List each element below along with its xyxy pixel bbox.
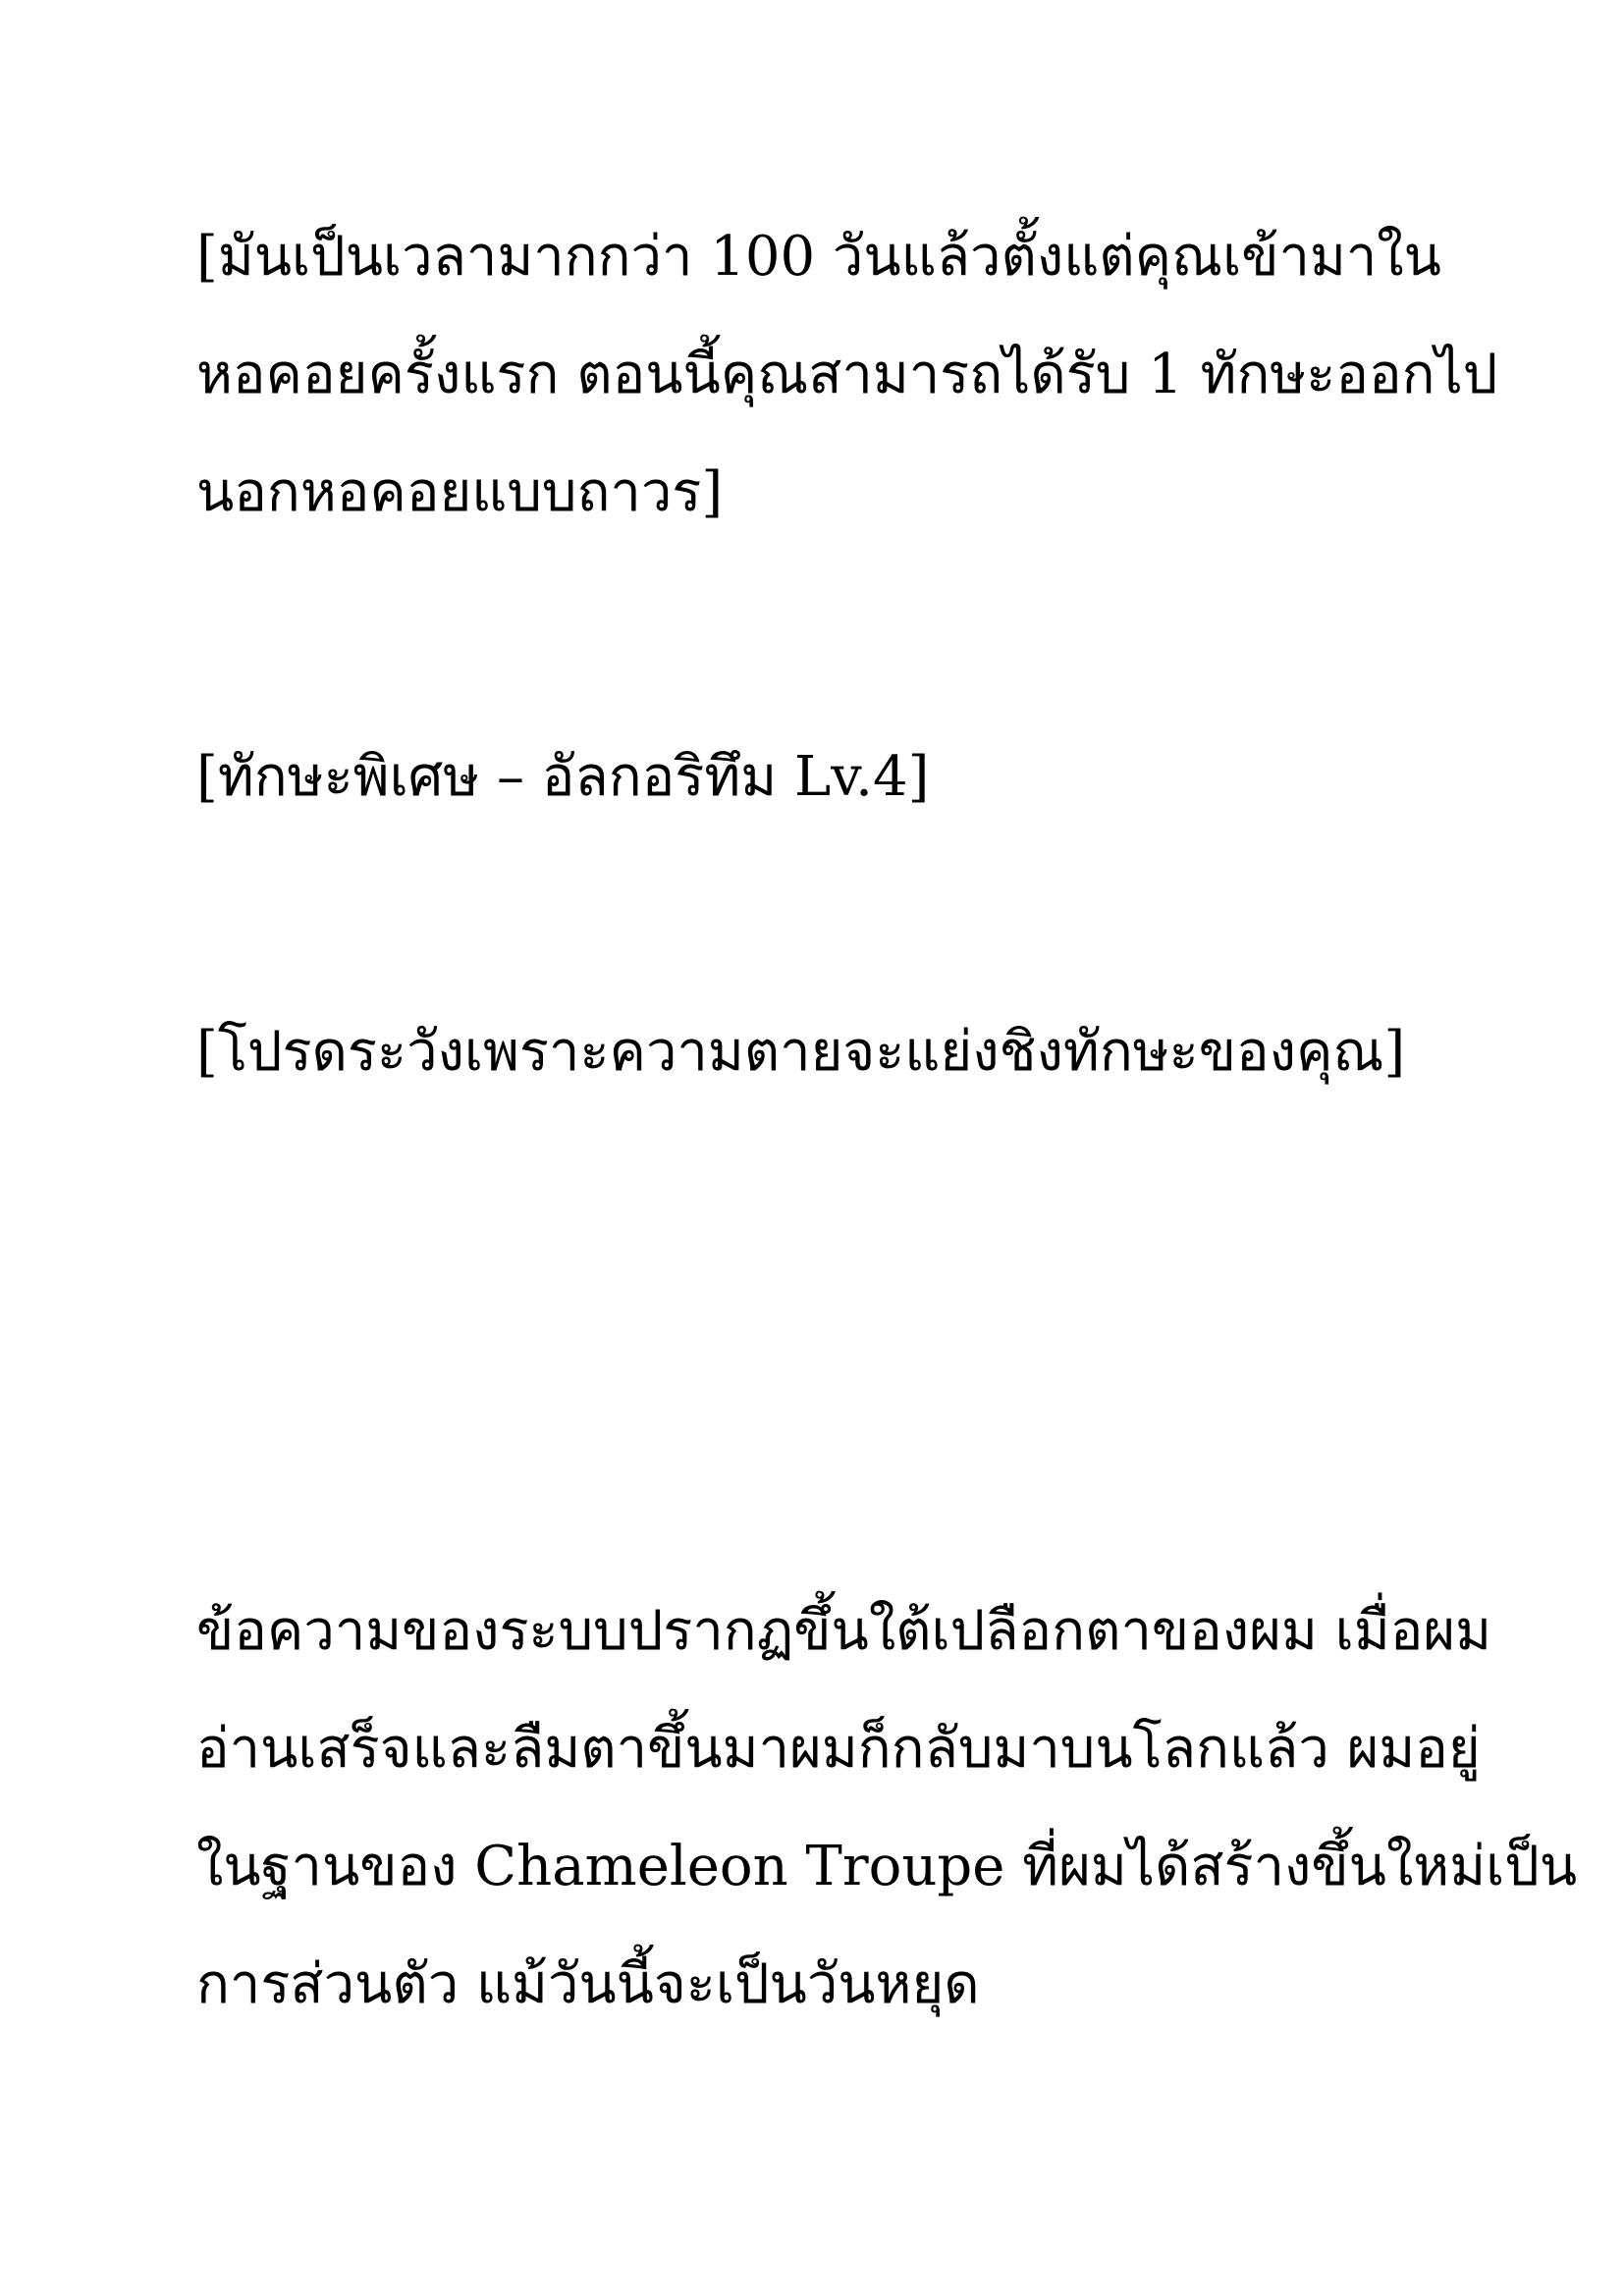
notification-line-2: หอคอยครั้งแรก ตอนนี้คุณสามารถได้รับ 1 ทักษะออกไป [196, 343, 1498, 406]
narration-line-1: ข้อความของระบบปรากฏขึ้นใต้เปลือกตาของผม เมื่อผม [196, 1599, 1492, 1663]
skill-line: [ทักษะพิเศษ – อัลกอริทึม Lv.4] [196, 745, 930, 809]
narration-line-4: การส่วนตัว แม้วันนี้จะเป็นวันหยุด [196, 1952, 980, 2016]
notification-line-3: นอกหอคอยแบบถาวร] [196, 460, 724, 524]
warning-line: [โปรดระวังเพราะความตายจะแย่งชิงทักษะของคุณ] [196, 1020, 1406, 1084]
notification-line-1: [มันเป็นเวลามากกว่า 100 วันแล้วตั้งแต่คุณเข้ามาใน [196, 225, 1441, 289]
narration-line-2: อ่านเสร็จและลืมตาขึ้นมาผมก็กลับมาบนโลกแล้ว ผมอยู่ [196, 1717, 1481, 1781]
narration-line-3: ในฐานของ Chameleon Troupe ที่ผมได้สร้างขึ้นใหม่เป็น [196, 1835, 1578, 1898]
